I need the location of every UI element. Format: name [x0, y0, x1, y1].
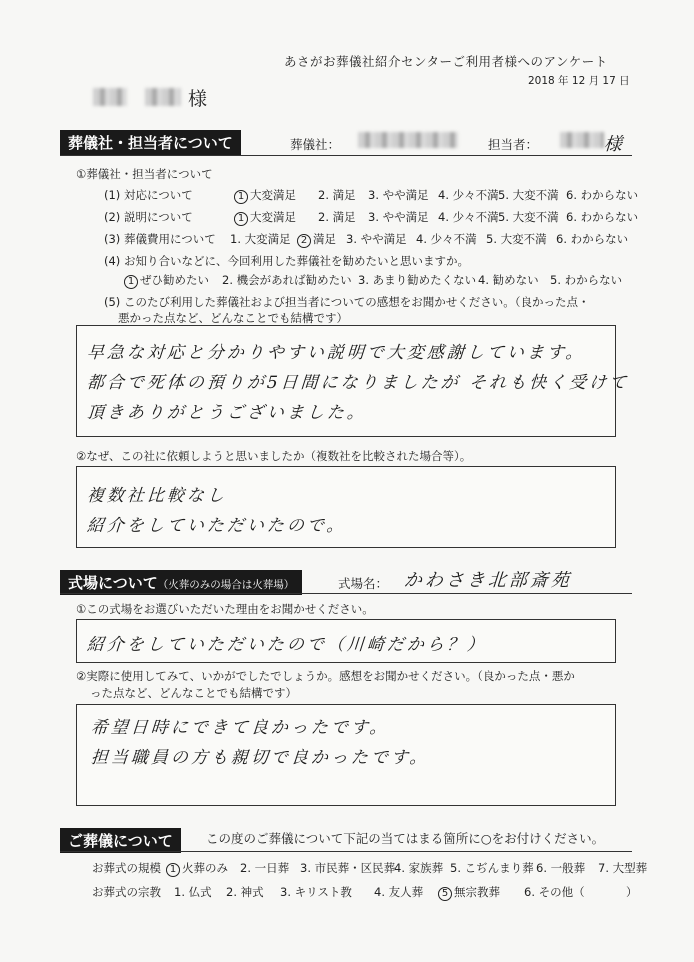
selected-circle: 5 [438, 887, 452, 901]
rating-opt[interactable]: 6. わからない [566, 188, 639, 202]
selected-circle: 1 [234, 190, 248, 204]
rating-opt[interactable]: 2. 満足 [318, 188, 356, 202]
recommend-opt[interactable]: 1 ぜひ勧めたい [124, 272, 209, 289]
scale-opt[interactable]: 4. 家族葬 [394, 861, 444, 875]
rating-row-label: (2) 説明について [104, 210, 193, 224]
venue-answer-1: 紹介をしていただいたので（川崎だから？） [86, 635, 488, 655]
rating-opt[interactable]: 4. 少々不満 [438, 210, 499, 224]
venue-value[interactable]: かわさき北部斎苑 [403, 570, 573, 591]
scale-opt[interactable]: 2. 一日葬 [240, 861, 290, 875]
answer-5-line: 頂きありがとうございました。 [86, 403, 368, 423]
answer-2-box[interactable] [76, 466, 616, 548]
venue-question-2: ②実際に使用してみて、いかがでしたでしょうか。感想をお聞かせください。（良かった点・悪か [76, 669, 575, 683]
rating-opt[interactable]: 3. やや満足 [368, 210, 429, 224]
section-venue-heading [60, 570, 302, 595]
scale-opt[interactable]: 1 火葬のみ [166, 860, 228, 877]
question-2: ②なぜ、この社に依頼しようと思いましたか（複数社を比較された場合等）。 [76, 449, 472, 463]
venue-heading-note: （火葬のみの場合は火葬場） [157, 579, 295, 591]
rating-row-label: (1) 対応について [104, 188, 193, 202]
answer-5-line: 早急な対応と分かりやすい説明で大変感謝しています。 [86, 343, 587, 363]
religion-opt[interactable]: 4. 友人葬 [374, 885, 424, 899]
venue-answer-2-line: 担当職員の方も親切で良かったです。 [90, 748, 431, 768]
question-5: (5) このたび利用した葬儀社および担当者についての感想をお聞かせください。（良かった点・ [104, 295, 590, 309]
rating-opt[interactable]: 1. 大変満足 [230, 232, 291, 246]
rating-opt[interactable]: 4. 少々不満 [438, 188, 499, 202]
redacted-company [358, 132, 458, 151]
venue-heading-text: 式場について [68, 574, 158, 592]
redacted-name [93, 88, 181, 109]
question-1: ①葬儀社・担当者について [76, 167, 213, 181]
selected-circle: 1 [124, 275, 138, 289]
scale-opt[interactable]: 7. 大型葬 [598, 861, 648, 875]
religion-opt[interactable]: 3. キリスト教 [280, 885, 352, 899]
venue-question-2-cont: った点など、どんなことでも結構です） [90, 686, 297, 700]
religion-opt[interactable]: 6. その他（ [524, 885, 585, 899]
company-label: 葬儀社： [290, 137, 341, 152]
question-5-cont: 悪かった点など、どんなことでも結構です） [118, 311, 348, 325]
rating-opt[interactable]: 4. 少々不満 [416, 232, 477, 246]
scale-label: お葬式の規模 [92, 861, 161, 875]
redacted-staff [560, 132, 604, 151]
venue-answer-2-box[interactable] [76, 704, 616, 806]
selected-circle: 1 [166, 863, 180, 877]
section-divider [60, 851, 632, 852]
scale-opt[interactable]: 3. 市民葬・区民葬 [300, 861, 396, 875]
section-divider [60, 593, 632, 594]
honorific: 様 [188, 88, 208, 110]
rating-opt[interactable]: 5. 大変不満 [498, 210, 559, 224]
recommend-opt[interactable]: 2. 機会があれば勧めたい [222, 273, 352, 287]
religion-opt[interactable]: ） [626, 885, 638, 899]
recommend-opt[interactable]: 4. 勧めない [478, 273, 539, 287]
rating-opt[interactable]: 2 満足 [297, 231, 336, 248]
selected-circle: 2 [297, 234, 311, 248]
rating-opt[interactable]: 6. わからない [556, 232, 629, 246]
staff-suffix: 様 [603, 134, 626, 155]
venue-answer-1-box[interactable] [76, 619, 616, 663]
section-funeral-company-heading: 葬儀社・担当者について [60, 130, 241, 155]
venue-question-1: ①この式場をお選びいただいた理由をお聞かせください。 [76, 602, 374, 616]
section-funeral-heading: ご葬儀について [60, 828, 181, 853]
religion-opt[interactable]: 5 無宗教葬 [438, 884, 500, 901]
rating-opt[interactable]: 2. 満足 [318, 210, 356, 224]
scale-opt[interactable]: 6. 一般葬 [536, 861, 586, 875]
rating-opt[interactable]: 1 大変満足 [234, 209, 296, 226]
venue-answer-2-line: 希望日時にできて良かったです。 [90, 718, 391, 738]
survey-date: 2018 年 12 月 17 日 [528, 75, 630, 87]
rating-opt[interactable]: 6. わからない [566, 210, 639, 224]
scale-opt[interactable]: 5. こぢんまり葬 [450, 861, 534, 875]
question-4: (4) お知り合いなどに、今回利用した葬儀社を勧めたいと思いますか。 [104, 254, 469, 268]
answer-5-box[interactable] [76, 325, 630, 437]
section-divider [60, 155, 632, 156]
survey-title: あさがお葬儀社紹介センターご利用者様へのアンケート [284, 54, 608, 69]
answer-2-line: 複数社比較なし [86, 486, 228, 506]
answer-5-line: 都合で死体の預りが5日間になりましたが それも快く受けて [86, 373, 630, 393]
religion-opt[interactable]: 2. 神式 [226, 885, 264, 899]
answer-2-line: 紹介をしていただいたので。 [86, 516, 348, 536]
rating-opt[interactable]: 1 大変満足 [234, 187, 296, 204]
venue-label: 式場名： [338, 576, 389, 591]
funeral-instruction: この度のご葬儀について下記の当てはまる箇所に○をお付けください。 [206, 831, 605, 846]
rating-opt[interactable]: 5. 大変不満 [498, 188, 559, 202]
rating-opt[interactable]: 3. やや満足 [368, 188, 429, 202]
rating-opt[interactable]: 3. やや満足 [346, 232, 407, 246]
religion-opt[interactable]: 1. 仏式 [174, 885, 212, 899]
staff-label: 担当者： [488, 137, 539, 152]
recommend-opt[interactable]: 3. あまり勧めたくない [358, 273, 477, 287]
religion-label: お葬式の宗教 [92, 885, 161, 899]
rating-row-label: (3) 葬儀費用について [104, 232, 216, 246]
rating-opt[interactable]: 5. 大変不満 [486, 232, 547, 246]
selected-circle: 1 [234, 212, 248, 226]
recommend-opt[interactable]: 5. わからない [550, 273, 623, 287]
